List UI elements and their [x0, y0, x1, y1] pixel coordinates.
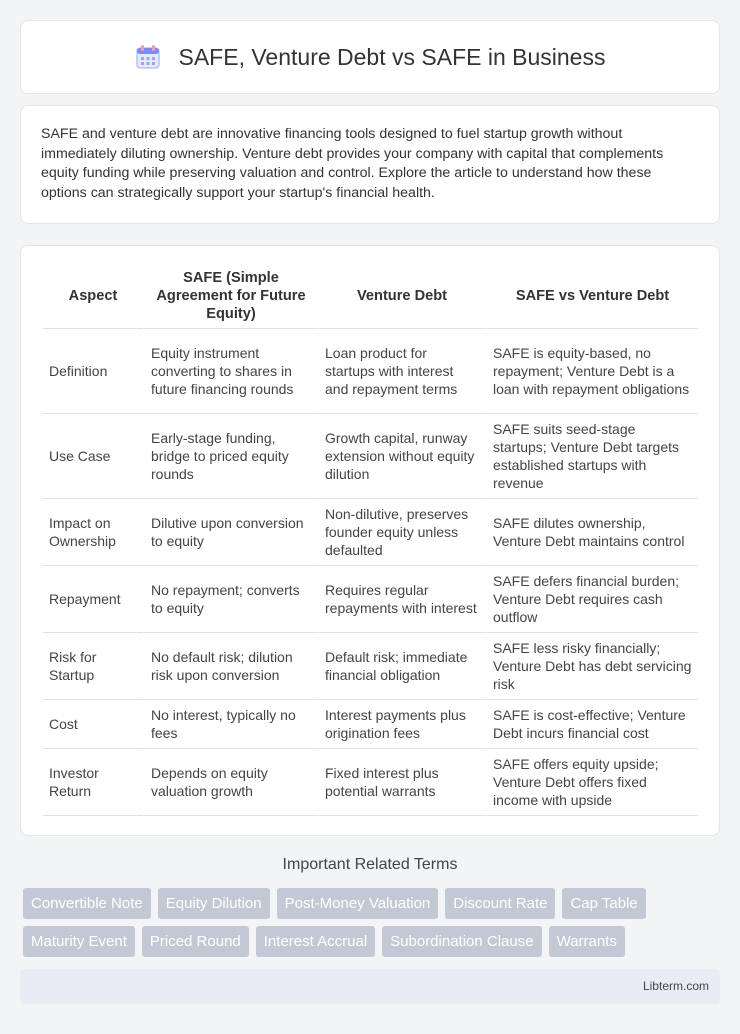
tag-discount-rate[interactable]: Discount Rate: [445, 888, 555, 919]
intro-card: [20, 105, 720, 224]
tag-priced-round[interactable]: Priced Round: [142, 926, 249, 957]
tag-post-money-valuation[interactable]: Post-Money Valuation: [277, 888, 439, 919]
table-cell: Early-stage funding, bridge to priced equity rounds: [143, 414, 317, 499]
tag-subordination-clause[interactable]: Subordination Clause: [382, 926, 541, 957]
table-cell: SAFE suits seed-stage startups; Venture Debt targets established startups with revenue: [485, 414, 698, 499]
header-aspect: Aspect: [43, 264, 143, 329]
table-cell: Fixed interest plus potential warrants: [317, 749, 485, 816]
header-safe: SAFE (Simple Agreement for Future Equity): [143, 264, 317, 329]
table-row: [43, 414, 698, 499]
table-cell: SAFE dilutes ownership, Venture Debt maintains control: [485, 499, 698, 566]
tag-maturity-event[interactable]: Maturity Event: [23, 926, 135, 957]
tag-equity-dilution[interactable]: Equity Dilution: [158, 888, 270, 919]
table-cell: SAFE less risky financially; Venture Debt has debt servicing risk: [485, 633, 698, 700]
table-cell: Non-dilutive, preserves founder equity unless defaulted: [317, 499, 485, 566]
table-row: [43, 566, 698, 633]
page-title: SAFE, Venture Debt vs SAFE in Business: [178, 43, 606, 70]
table-cell: Depends on equity valuation growth: [143, 749, 317, 816]
table-cell: SAFE is cost-effective; Venture Debt incurs financial cost: [485, 700, 698, 749]
tag-convertible-note[interactable]: Convertible Note: [23, 888, 151, 919]
related-terms-title: Important Related Terms: [282, 856, 458, 873]
table-cell: Dilutive upon conversion to equity: [143, 499, 317, 566]
tag-cap-table[interactable]: Cap Table: [562, 888, 645, 919]
footer-link[interactable]: Libterm.com: [642, 979, 709, 993]
table-row: [43, 749, 698, 816]
table-cell: Definition: [43, 329, 143, 414]
table-row: [43, 633, 698, 700]
table-cell: Cost: [43, 700, 143, 749]
table-cell: SAFE is equity-based, no repayment; Venture Debt is a loan with repayment obligations: [485, 329, 698, 414]
header-comparison: SAFE vs Venture Debt: [485, 264, 698, 329]
table-cell: Default risk; immediate financial obligation: [317, 633, 485, 700]
table-cell: No repayment; converts to equity: [143, 566, 317, 633]
table-header-row: [43, 264, 698, 329]
title-card: [20, 20, 720, 94]
calendar-icon: [135, 44, 161, 70]
comparison-table: [43, 264, 698, 816]
table-cell: Risk for Startup: [43, 633, 143, 700]
table-cell: Requires regular repayments with interest: [317, 566, 485, 633]
table-cell: Loan product for startups with interest and repayment terms: [317, 329, 485, 414]
table-cell: No interest, typically no fees: [143, 700, 317, 749]
intro-text: SAFE and venture debt are innovative financing tools designed to fuel startup growth without immediately diluting ownership. Venture debt provides your company with capital that complements equity funding while preserving valuation and control. Explore the article to understand how these options can strategically support your startup's financial health.: [41, 126, 664, 201]
table-cell: Equity instrument converting to shares in future financing rounds: [143, 329, 317, 414]
table-cell: Growth capital, runway extension without equity dilution: [317, 414, 485, 499]
header-venture-debt: Venture Debt: [317, 264, 485, 329]
tag-interest-accrual[interactable]: Interest Accrual: [256, 926, 375, 957]
table-row: [43, 329, 698, 414]
footer: [20, 969, 720, 1004]
table-cell: SAFE defers financial burden; Venture Debt requires cash outflow: [485, 566, 698, 633]
comparison-card: [20, 245, 720, 836]
table-row: [43, 700, 698, 749]
related-terms-list: [23, 888, 703, 957]
table-cell: Investor Return: [43, 749, 143, 816]
table-cell: Impact on Ownership: [43, 499, 143, 566]
table-cell: Interest payments plus origination fees: [317, 700, 485, 749]
table-cell: SAFE offers equity upside; Venture Debt offers fixed income with upside: [485, 749, 698, 816]
table-cell: Repayment: [43, 566, 143, 633]
tag-warrants[interactable]: Warrants: [549, 926, 625, 957]
table-cell: Use Case: [43, 414, 143, 499]
table-row: [43, 499, 698, 566]
table-cell: No default risk; dilution risk upon conversion: [143, 633, 317, 700]
